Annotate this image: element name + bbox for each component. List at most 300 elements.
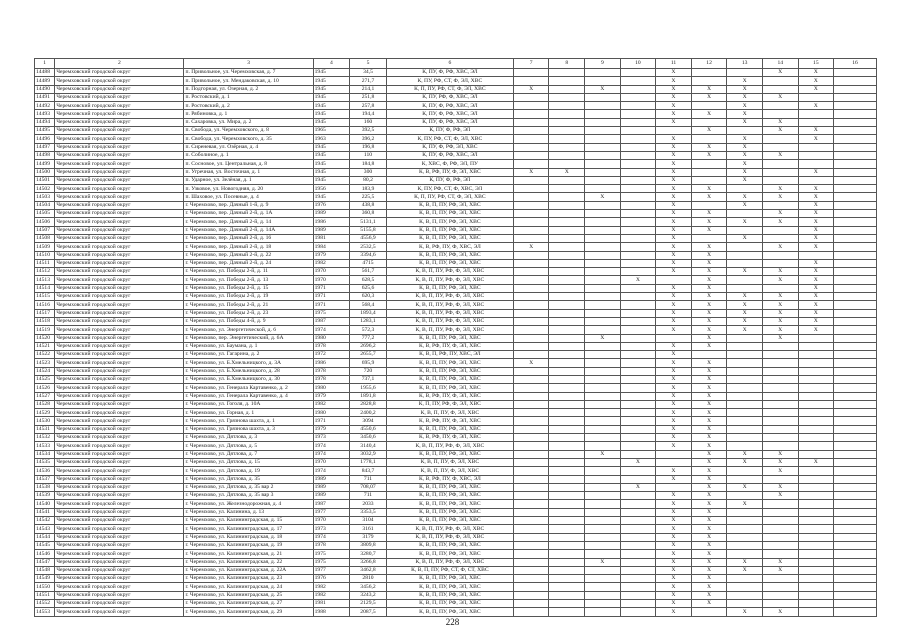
works-cell: К, ПУ, Ф, РФ, ХВС, ЭЛ [386, 69, 513, 77]
mark-cell: X [727, 301, 763, 309]
area-cell: 711 [350, 492, 387, 500]
row-id: 14518 [35, 317, 55, 325]
year-cell: 1981 [313, 600, 350, 608]
works-cell: К, ПУ, Ф, РФ, ЭЛ [386, 176, 513, 184]
table-row [35, 69, 877, 77]
mark-cell [620, 367, 656, 375]
area-cell: 225,5 [350, 193, 387, 201]
mark-cell: X [691, 293, 727, 301]
mark-cell [727, 276, 763, 284]
address-cell: г. Черемхово, ул. Победы 2-й, д. 23 [184, 309, 313, 317]
works-cell: К, В, П, ПУ, РФ, ЭЛ, ХВС [386, 517, 513, 525]
mark-cell [549, 525, 585, 533]
district-cell: Черемховский городской округ [55, 243, 184, 251]
table-row [35, 102, 877, 110]
mark-cell: X [656, 309, 692, 317]
mark-cell [620, 185, 656, 193]
mark-cell: X [798, 458, 834, 466]
address-cell: г. Черемхово, пер. Дачный 2-й, д. 16 [184, 234, 313, 242]
mark-cell: X [656, 351, 692, 359]
year-cell: 1978 [313, 375, 350, 383]
mark-cell [585, 243, 621, 251]
mark-cell [834, 234, 877, 242]
row-id: 14495 [35, 127, 55, 135]
mark-cell: X [513, 243, 549, 251]
row-id: 14538 [35, 483, 55, 491]
district-cell: Черемховский городской округ [55, 218, 184, 226]
table-row [35, 351, 877, 359]
mark-cell [798, 400, 834, 408]
mark-cell [691, 135, 727, 143]
address-cell: г. Черемхово, ул. Дятлова, д. 35 вар 2 [184, 483, 313, 491]
mark-cell [727, 583, 763, 591]
mark-cell: X [513, 85, 549, 93]
address-cell: г. Черемхово, ул. Калининградская, д. 18 [184, 533, 313, 541]
mark-cell: X [727, 168, 763, 176]
mark-cell [620, 317, 656, 325]
mark-cell [727, 243, 763, 251]
mark-cell [585, 201, 621, 209]
table-row [35, 168, 877, 176]
row-id: 14539 [35, 492, 55, 500]
district-cell: Черемховский городской округ [55, 483, 184, 491]
mark-cell [585, 517, 621, 525]
area-cell: 194,4 [350, 110, 387, 118]
mark-cell [549, 284, 585, 292]
mark-cell [549, 500, 585, 508]
mark-cell [585, 508, 621, 516]
year-cell: 1970 [313, 268, 350, 276]
mark-cell [513, 558, 549, 566]
mark-cell: X [762, 151, 798, 159]
mark-cell [549, 533, 585, 541]
area-cell: 3179 [350, 533, 387, 541]
works-cell: К, В, П, ПУ, РФ, СТ, Ф, СТ, ХВС [386, 566, 513, 574]
mark-cell: X [656, 533, 692, 541]
mark-cell [513, 259, 549, 267]
mark-cell [620, 168, 656, 176]
district-cell: Черемховский городской округ [55, 93, 184, 101]
mark-cell [513, 541, 549, 549]
mark-cell [549, 434, 585, 442]
mark-cell [798, 442, 834, 450]
mark-cell [549, 77, 585, 85]
address-cell: г. Черемхово, ул. Дятлова, д. 19 [184, 467, 313, 475]
mark-cell [834, 583, 877, 591]
mark-cell [620, 450, 656, 458]
column-number: 12 [691, 59, 727, 69]
mark-cell [834, 127, 877, 135]
table-row [35, 293, 877, 301]
year-cell: 1989 [313, 475, 350, 483]
district-cell: Черемховский городской округ [55, 102, 184, 110]
address-cell: п. Ударное, ул. Зелёная, д. 1 [184, 176, 313, 184]
works-cell: К, В, П, ПУ, РФ, ЭЛ, ХВС [386, 218, 513, 226]
works-cell: К, В, РФ, ПУ, Ф, ЭЛ, ХВС [386, 434, 513, 442]
table-row [35, 201, 877, 209]
mark-cell: X [762, 483, 798, 491]
district-cell: Черемховский городской округ [55, 608, 184, 616]
mark-cell: X [656, 400, 692, 408]
mark-cell [513, 367, 549, 375]
mark-cell: X [691, 500, 727, 508]
mark-cell: X [656, 201, 692, 209]
mark-cell [762, 475, 798, 483]
district-cell: Черемховский городской округ [55, 566, 184, 574]
mark-cell [585, 160, 621, 168]
mark-cell [549, 251, 585, 259]
year-cell: 1977 [313, 508, 350, 516]
mark-cell [798, 483, 834, 491]
mark-cell: X [762, 293, 798, 301]
address-cell: г. Черемхово, ул. Калининградская, д. 17 [184, 525, 313, 533]
mark-cell [834, 226, 877, 234]
mark-cell: X [656, 525, 692, 533]
table-row [35, 458, 877, 466]
area-cell: 3809,8 [350, 541, 387, 549]
mark-cell: X [691, 392, 727, 400]
mark-cell [620, 102, 656, 110]
district-cell: Черемховский городской округ [55, 550, 184, 558]
mark-cell [549, 218, 585, 226]
year-cell: 1970 [313, 458, 350, 466]
mark-cell [585, 458, 621, 466]
table-row [35, 475, 877, 483]
mark-cell: X [656, 293, 692, 301]
mark-cell: X [656, 168, 692, 176]
mark-cell: X [656, 85, 692, 93]
column-number: 11 [656, 59, 692, 69]
mark-cell [585, 226, 621, 234]
mark-cell [585, 127, 621, 135]
table-row [35, 243, 877, 251]
mark-cell [727, 508, 763, 516]
address-cell: г. Черемхово, пер. Дачный 2-й, д. 24 [184, 259, 313, 267]
address-cell: г. Черемхово, ул. Б.Хмельницкого, д. 3А [184, 359, 313, 367]
mark-cell [798, 575, 834, 583]
mark-cell [585, 234, 621, 242]
row-id: 14506 [35, 218, 55, 226]
mark-cell [620, 151, 656, 159]
mark-cell [513, 268, 549, 276]
mark-cell: X [762, 93, 798, 101]
row-id: 14492 [35, 102, 55, 110]
area-cell: 628,5 [350, 276, 387, 284]
mark-cell: X [762, 210, 798, 218]
mark-cell [834, 458, 877, 466]
district-cell: Черемховский городской округ [55, 210, 184, 218]
mark-cell: X [727, 176, 763, 184]
row-id: 14527 [35, 392, 55, 400]
year-cell: 1945 [313, 143, 350, 151]
mark-cell: X [798, 309, 834, 317]
row-id: 14521 [35, 342, 55, 350]
mark-cell: X [691, 284, 727, 292]
works-cell: К, В, РФ, ПУ, Ф, ЭЛ, ХВС [386, 417, 513, 425]
mark-cell: X [656, 558, 692, 566]
mark-cell [691, 160, 727, 168]
mark-cell: X [656, 425, 692, 433]
mark-cell [762, 550, 798, 558]
district-cell: Черемховский городской округ [55, 384, 184, 392]
table-row [35, 210, 877, 218]
address-cell: г. Черемхово, ул. Дятлова, д. 7 [184, 450, 313, 458]
row-id: 14544 [35, 533, 55, 541]
district-cell: Черемховский городской округ [55, 541, 184, 549]
table-row [35, 160, 877, 168]
area-cell: 360,8 [350, 210, 387, 218]
address-cell: г. Черемхово, ул. Дятлова, д. 15 [184, 458, 313, 466]
area-cell: 3456,2 [350, 583, 387, 591]
row-id: 14504 [35, 201, 55, 209]
mark-cell [727, 342, 763, 350]
area-cell: 3094 [350, 417, 387, 425]
address-cell: г. Черемхово, ул. Гоголя, д. 10А [184, 400, 313, 408]
works-cell: К, В, П, ПУ, РФ, Ф, ЭЛ, ХВС [386, 301, 513, 309]
mark-cell [798, 450, 834, 458]
mark-cell [727, 284, 763, 292]
mark-cell [762, 201, 798, 209]
mark-cell: X [762, 69, 798, 77]
mark-cell [585, 417, 621, 425]
row-id: 14497 [35, 143, 55, 151]
table-row [35, 434, 877, 442]
mark-cell: X [691, 583, 727, 591]
mark-cell [549, 135, 585, 143]
mark-cell [549, 442, 585, 450]
district-cell: Черемховский городской округ [55, 400, 184, 408]
district-cell: Черемховский городской округ [55, 425, 184, 433]
area-cell: 257,8 [350, 102, 387, 110]
column-number: 15 [798, 59, 834, 69]
address-cell: п. Свобода, ул. Черемховского, д. 8 [184, 127, 313, 135]
row-id: 14493 [35, 110, 55, 118]
mark-cell [727, 600, 763, 608]
mark-cell: X [656, 193, 692, 201]
mark-cell [762, 160, 798, 168]
mark-cell [513, 533, 549, 541]
row-id: 14494 [35, 118, 55, 126]
mark-cell: X [656, 541, 692, 549]
address-cell: г. Черемхово, ул. Дятлова, д. 35 [184, 475, 313, 483]
district-cell: Черемховский городской округ [55, 226, 184, 234]
mark-cell: X [691, 326, 727, 334]
mark-cell [620, 583, 656, 591]
mark-cell [585, 135, 621, 143]
mark-cell [620, 409, 656, 417]
row-id: 14543 [35, 525, 55, 533]
year-cell: 1974 [313, 467, 350, 475]
mark-cell: X [762, 127, 798, 135]
mark-cell [834, 102, 877, 110]
year-cell: 1987 [313, 500, 350, 508]
mark-cell: X [727, 293, 763, 301]
mark-cell [513, 226, 549, 234]
mark-cell [834, 143, 877, 151]
year-cell: 1979 [313, 392, 350, 400]
mark-cell: X [656, 367, 692, 375]
row-id: 14530 [35, 417, 55, 425]
mark-cell: X [762, 458, 798, 466]
mark-cell [513, 317, 549, 325]
mark-cell: X [762, 218, 798, 226]
works-cell: К, В, РФ, ПУ, Ф, ХВС, ЭЛ [386, 243, 513, 251]
mark-cell: X [691, 550, 727, 558]
mark-cell [585, 168, 621, 176]
table-row [35, 550, 877, 558]
area-cell: 3450,6 [350, 434, 387, 442]
mark-cell [620, 176, 656, 184]
row-id: 14542 [35, 517, 55, 525]
year-cell: 1974 [313, 442, 350, 450]
mark-cell [620, 550, 656, 558]
mark-cell [513, 525, 549, 533]
mark-cell [620, 193, 656, 201]
mark-cell [620, 591, 656, 599]
district-cell: Черемховский городской округ [55, 500, 184, 508]
column-number: 4 [313, 59, 350, 69]
address-cell: г. Черемхово, ул. Калинина, д. 13 [184, 508, 313, 516]
mark-cell: X [691, 425, 727, 433]
mark-cell [620, 575, 656, 583]
mark-cell [620, 143, 656, 151]
mark-cell [549, 226, 585, 234]
area-cell: 271,7 [350, 77, 387, 85]
mark-cell: X [798, 218, 834, 226]
address-cell: г. Черемхово, ул. Победы 2-й, д. 13 [184, 276, 313, 284]
table-row [35, 334, 877, 342]
mark-cell [727, 367, 763, 375]
year-cell: 1982 [313, 400, 350, 408]
mark-cell [798, 517, 834, 525]
mark-cell [620, 259, 656, 267]
works-cell: К, В, П, ПУ, РФ, ЭЛ, ХВС [386, 367, 513, 375]
mark-cell [513, 508, 549, 516]
table-row [35, 400, 877, 408]
table-row [35, 359, 877, 367]
area-cell: 396,2 [350, 135, 387, 143]
area-cell: 1893,4 [350, 309, 387, 317]
mark-cell [513, 135, 549, 143]
address-cell: г. Черемхово, пер. Энергетический, д. 6А [184, 334, 313, 342]
mark-cell [834, 442, 877, 450]
mark-cell: X [798, 234, 834, 242]
mark-cell [513, 467, 549, 475]
mark-cell [727, 392, 763, 400]
area-cell: 561,7 [350, 268, 387, 276]
mark-cell [585, 143, 621, 151]
mark-cell [549, 583, 585, 591]
mark-cell [513, 608, 549, 616]
district-cell: Черемховский городской округ [55, 276, 184, 284]
table-row [35, 326, 877, 334]
year-cell: 1980 [313, 334, 350, 342]
address-cell: п. Привольное, ул. Черемховская, д. 7 [184, 69, 313, 77]
mark-cell [513, 450, 549, 458]
works-cell: К, В, П, ПУ, РФ, ЭЛ, ХВС [386, 591, 513, 599]
mark-cell: X [656, 176, 692, 184]
district-cell: Черемховский городской округ [55, 351, 184, 359]
district-cell: Черемховский городской округ [55, 160, 184, 168]
works-cell: К, В, П, ПУ, РФ, ЭЛ, ХВС [386, 600, 513, 608]
row-id: 14550 [35, 583, 55, 591]
address-cell: п. Рябиновка, д. 1 [184, 110, 313, 118]
area-cell: 2129,5 [350, 600, 387, 608]
mark-cell: X [691, 276, 727, 284]
mark-cell [727, 475, 763, 483]
mark-cell: X [656, 600, 692, 608]
table-row [35, 384, 877, 392]
year-cell: 1945 [313, 110, 350, 118]
address-cell: г. Черемхово, ул. Калининградская, д. 24 [184, 583, 313, 591]
district-cell: Черемховский городской округ [55, 77, 184, 85]
row-id: 14508 [35, 234, 55, 242]
column-number: 16 [834, 59, 877, 69]
mark-cell [585, 118, 621, 126]
row-id: 14523 [35, 359, 55, 367]
mark-cell [620, 566, 656, 574]
year-cell: 1945 [313, 118, 350, 126]
mark-cell [620, 293, 656, 301]
address-cell: г. Черемхово, ул. Калининградская, д. 15 [184, 517, 313, 525]
mark-cell [549, 591, 585, 599]
mark-cell [549, 342, 585, 350]
row-id: 14553 [35, 608, 55, 616]
district-cell: Черемховский городской округ [55, 251, 184, 259]
works-cell: К, В, П, ПУ, РФ, Ф, ЭЛ, ХВС [386, 317, 513, 325]
mark-cell: X [691, 193, 727, 201]
mark-cell [834, 276, 877, 284]
mark-cell [834, 268, 877, 276]
district-cell: Черемховский городской округ [55, 135, 184, 143]
address-cell: г. Черемхово, ул. Грязнова шахта, д. 1 [184, 417, 313, 425]
mark-cell: X [656, 151, 692, 159]
mark-cell: X [727, 483, 763, 491]
mark-cell [585, 251, 621, 259]
table-row [35, 135, 877, 143]
mark-cell [549, 492, 585, 500]
area-cell: 2655,7 [350, 351, 387, 359]
row-id: 14517 [35, 309, 55, 317]
works-cell: К, В, П, ПУ, Ф, ЭЛ, ХВС [386, 409, 513, 417]
mark-cell [513, 284, 549, 292]
row-id: 14515 [35, 293, 55, 301]
works-cell: К, В, П, ПУ, РФ, Ф, ЭЛ, ХВС [386, 309, 513, 317]
area-cell: 4715 [350, 259, 387, 267]
table-row [35, 442, 877, 450]
mark-cell [620, 500, 656, 508]
mark-cell [834, 517, 877, 525]
mark-cell [513, 210, 549, 218]
district-cell: Черемховский городской округ [55, 342, 184, 350]
works-cell: К, В, П, ПУ, РФ, ЭЛ, ХВС [386, 251, 513, 259]
mark-cell [762, 168, 798, 176]
mark-cell [549, 243, 585, 251]
mark-cell [620, 434, 656, 442]
mark-cell [585, 483, 621, 491]
column-number: 8 [549, 59, 585, 69]
works-cell: К, ПУ, Ф, РФ, ХВС, ЭЛ [386, 151, 513, 159]
mark-cell [762, 575, 798, 583]
mark-cell [513, 110, 549, 118]
mark-cell [834, 483, 877, 491]
mark-cell [585, 176, 621, 184]
mark-cell [513, 550, 549, 558]
mark-cell [549, 118, 585, 126]
area-cell: 1283,1 [350, 317, 387, 325]
district-cell: Черемховский городской округ [55, 525, 184, 533]
area-cell: 720 [350, 367, 387, 375]
